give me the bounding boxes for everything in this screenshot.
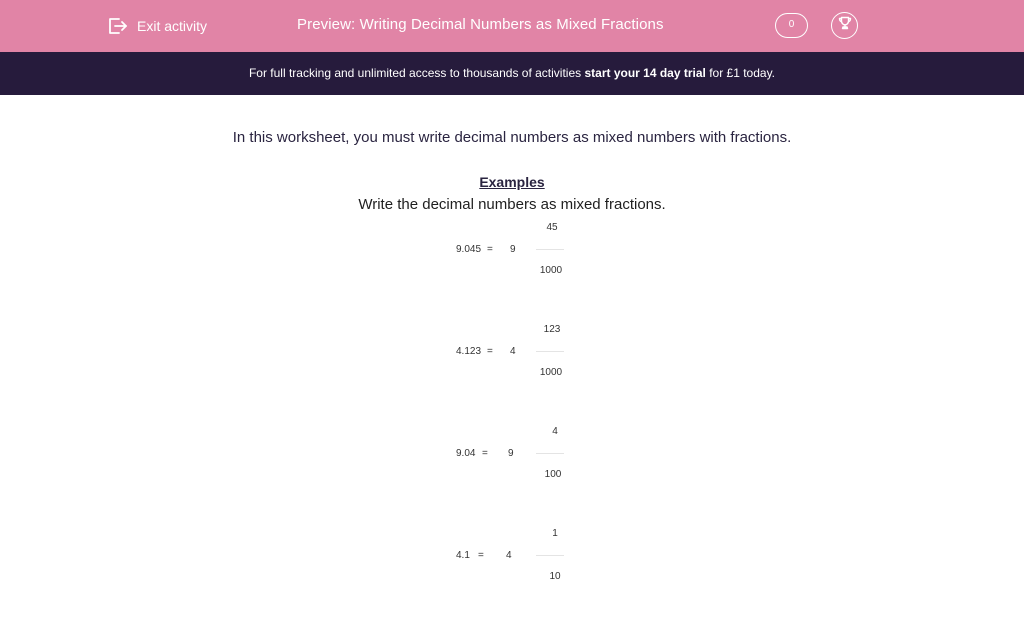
examples-heading: Examples <box>479 174 545 190</box>
score-badge: 0 <box>775 13 808 38</box>
denominator: 10 <box>549 571 561 582</box>
example-row <box>0 324 1024 388</box>
fraction-bar <box>536 249 564 250</box>
exit-activity-button[interactable] <box>106 14 207 38</box>
fraction-bar <box>536 351 564 352</box>
exit-activity-label: Exit activity <box>137 18 208 34</box>
equals-sign: = <box>487 346 493 357</box>
equals-sign: = <box>487 244 493 255</box>
banner-text: For full tracking and unlimited access to thousands of activities <box>248 66 585 80</box>
whole-number: 4 <box>506 550 512 561</box>
numerator: 123 <box>543 324 561 335</box>
exit-icon <box>106 15 128 37</box>
whole-number: 9 <box>508 448 514 459</box>
trial-link[interactable]: start your 14 day trial <box>584 66 706 80</box>
fraction-bar <box>536 453 564 454</box>
decimal-value: 9.045 <box>456 244 482 255</box>
trophy-icon <box>837 15 853 36</box>
denominator: 100 <box>544 469 562 480</box>
fraction-bar <box>536 555 564 556</box>
equals-sign: = <box>478 550 484 561</box>
banner-suffix: for £1 today. <box>705 66 776 80</box>
whole-number: 9 <box>510 244 516 255</box>
whole-number: 4 <box>510 346 516 357</box>
numerator: 4 <box>552 426 558 437</box>
decimal-value: 4.123 <box>456 346 482 357</box>
denominator: 1000 <box>539 265 563 276</box>
trophy-button[interactable] <box>831 12 858 39</box>
decimal-value: 9.04 <box>456 448 476 459</box>
decimal-value: 4.1 <box>456 550 470 561</box>
example-row <box>0 222 1024 286</box>
example-row <box>0 426 1024 490</box>
numerator: 1 <box>552 528 558 539</box>
page-title: Preview: Writing Decimal Numbers as Mixed Fractions <box>297 16 664 33</box>
numerator: 45 <box>546 222 558 233</box>
top-bar <box>0 0 1024 52</box>
trial-banner <box>0 52 1024 95</box>
denominator: 1000 <box>539 367 563 378</box>
example-row <box>0 528 1024 592</box>
instruction-text: Write the decimal numbers as mixed fractions. <box>358 196 666 213</box>
equals-sign: = <box>482 448 488 459</box>
intro-text: In this worksheet, you must write decimal numbers as mixed numbers with fractions. <box>232 129 792 146</box>
